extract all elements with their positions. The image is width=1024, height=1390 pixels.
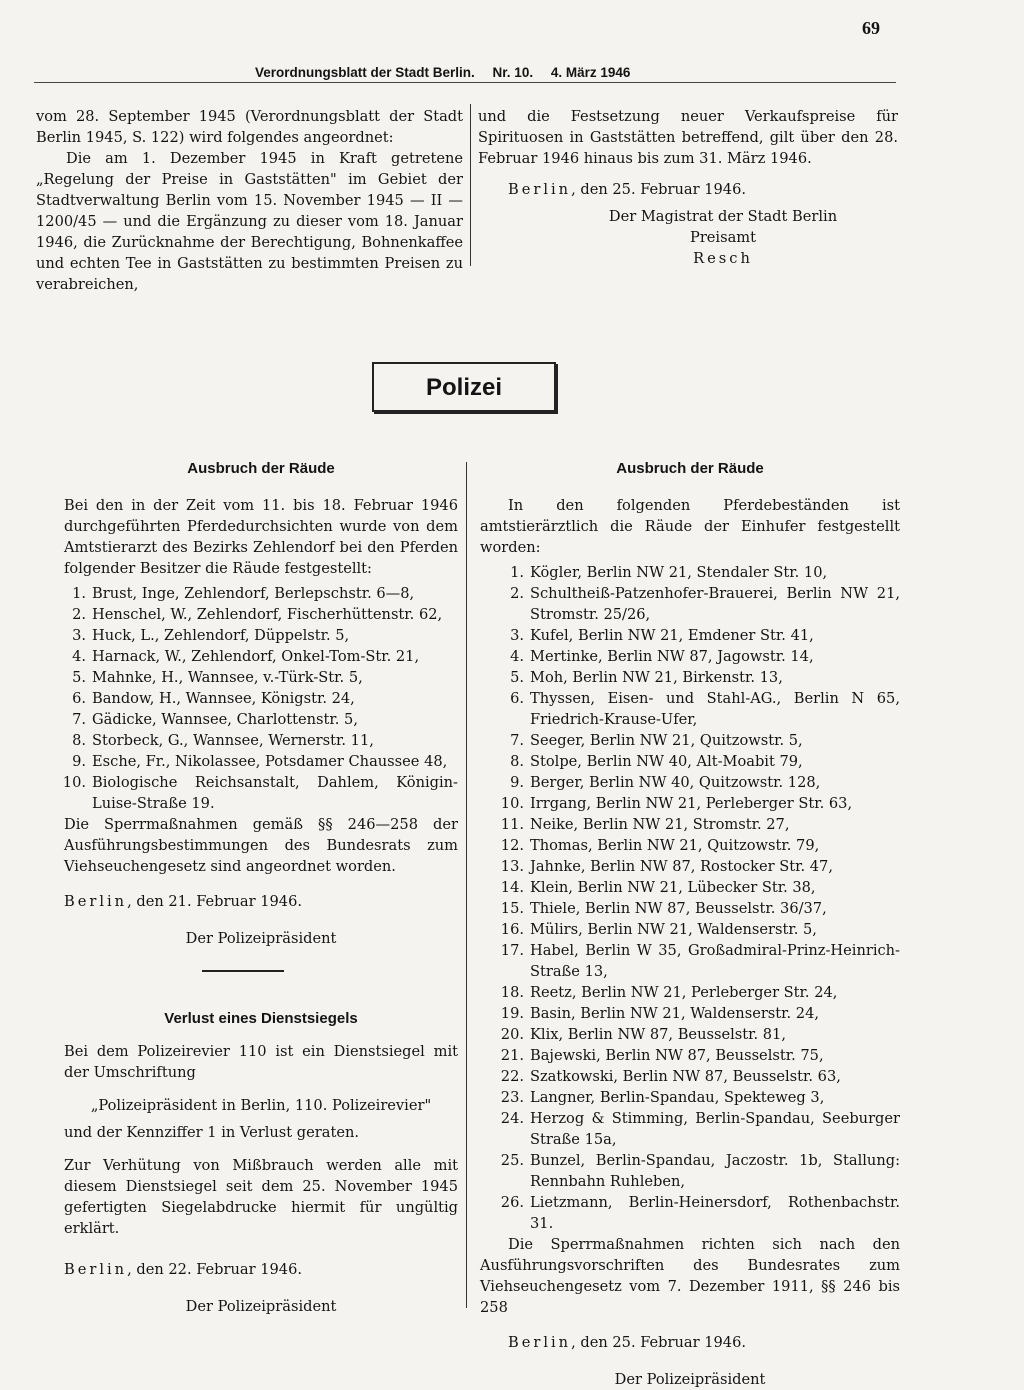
left-item-list <box>64 583 458 814</box>
list-item: 24. Herzog & Stimming, Berlin-Spandau, Seeburger Straße 15a, <box>500 1110 900 1148</box>
list-item: 9. Berger, Berlin NW 40, Quitzowstr. 128, <box>510 774 821 791</box>
article-separator <box>202 970 284 972</box>
seal-signer: Der Polizeipräsident <box>185 1298 337 1315</box>
list-item: 8. Storbeck, G., Wannsee, Wernerstr. 11, <box>72 732 374 749</box>
list-item: 8. Stolpe, Berlin NW 40, Alt-Moabit 79, <box>510 753 803 770</box>
issue-number: Nr. 10. <box>492 65 534 80</box>
list-item: 25. Bunzel, Berlin-Spandau, Jaczostr. 1b, Stallung: Rennbahn Ruhleben, <box>500 1152 900 1190</box>
right-intro: In den folgenden Pferdebeständen ist amtstierärztlich die Räude der Einhufer festgestellt worden: <box>480 497 900 556</box>
list-item: 15. Thiele, Berlin NW 87, Beusselstr. 36/37, <box>500 900 827 917</box>
list-item: 1. Brust, Inge, Zehlendorf, Berlepschstr. 6—8, <box>72 585 415 602</box>
list-item: 5. Mahnke, H., Wannsee, v.-Türk-Str. 5, <box>72 669 363 686</box>
list-item: 14. Klein, Berlin NW 21, Lübecker Str. 38, <box>500 879 816 896</box>
list-item: 2. Henschel, W., Zehlendorf, Fischerhüttenstr. 62, <box>72 606 443 623</box>
list-item: 3. Huck, L., Zehlendorf, Düppelstr. 5, <box>72 627 350 644</box>
top-left-para-2: Die am 1. Dezember 1945 in Kraft getretene „Regelung der Preise in Gaststätten" im Gebiet der Stadtverwaltung Berlin vom 15. November 1945 — II — 1200/45 — und die Ergänzung zu dieser vom 18. Januar 1946, die Zurücknahme der Berechtigung, Bohnenkaffee und echten Tee in Gaststätten zu bestimmten Preisen zu verabreichen, <box>36 150 463 293</box>
publication-name: Verordnungsblatt der Stadt Berlin. <box>255 65 475 80</box>
seal-para-3: Zur Verhütung von Mißbrauch werden alle mit diesem Dienstsiegel seit dem 25. November 1945 gefertigten Siegelabdrucke hiermit für ungültig erklärt. <box>64 1157 458 1237</box>
list-item: 3. Kufel, Berlin NW 21, Emdener Str. 41, <box>510 627 814 644</box>
seal-para-2: und der Kennziffer 1 in Verlust geraten. <box>64 1124 359 1141</box>
right-closing: Die Sperrmaßnahmen richten sich nach den Ausführungsvorschriften des Bundesrates zum Viehseuchengesetz vom 7. Dezember 1911, §§ 246 bis 258 <box>480 1236 900 1316</box>
right-article-title: Ausbruch der Räude <box>616 460 764 477</box>
seal-article-title: Verlust eines Dienstsiegels <box>164 1010 358 1027</box>
list-item: 6. Thyssen, Eisen- und Stahl-AG., Berlin N 65, Friedrich-Krause-Ufer, <box>510 690 900 728</box>
seal-article <box>64 1008 458 1317</box>
list-item: 17. Habel, Berlin W 35, Großadmiral-Prinz-Heinrich-Straße 13, <box>500 942 900 980</box>
list-item: 18. Reetz, Berlin NW 21, Perleberger Str. 24, <box>500 984 838 1001</box>
list-item: 12. Thomas, Berlin NW 21, Quitzowstr. 79, <box>500 837 820 854</box>
top-right-place-date: Berlin, den 25. Februar 1946. <box>508 181 746 198</box>
list-item: 7. Seeger, Berlin NW 21, Quitzowstr. 5, <box>510 732 803 749</box>
left-column <box>64 458 458 949</box>
list-item: 21. Bajewski, Berlin NW 87, Beusselstr. 75, <box>500 1047 824 1064</box>
left-place-date: Berlin, den 21. Februar 1946. <box>64 893 302 910</box>
list-item: 4. Harnack, W., Zehlendorf, Onkel-Tom-Str. 21, <box>72 648 420 665</box>
page-number: 69 <box>862 18 880 38</box>
list-item: 26. Lietzmann, Berlin-Heinersdorf, Rothenbachstr. 31. <box>500 1194 900 1232</box>
seal-quote: „Polizeipräsident in Berlin, 110. Polizeirevier" <box>90 1097 432 1114</box>
top-left-column <box>36 106 463 295</box>
header-rule <box>34 82 896 83</box>
list-item: 6. Bandow, H., Wannsee, Königstr. 24, <box>72 690 355 707</box>
left-intro: Bei den in der Zeit vom 11. bis 18. Februar 1946 durchgeführten Pferdedurchsichten wurde von dem Amtstierarzt des Bezirks Zehlendorf bei den Pferden folgender Besitzer die Räude festgestellt: <box>64 497 458 577</box>
list-item: 2. Schultheiß-Patzenhofer-Brauerei, Berlin NW 21, Stromstr. 25/26, <box>510 585 900 623</box>
section-title-box <box>372 362 556 412</box>
right-item-list <box>480 562 900 1234</box>
left-signer: Der Polizeipräsident <box>185 930 337 947</box>
list-item: 7. Gädicke, Wannsee, Charlottenstr. 5, <box>72 711 358 728</box>
issue-date: 4. März 1946 <box>550 65 631 80</box>
list-item: 9. Esche, Fr., Nikolassee, Potsdamer Chaussee 48, <box>72 753 448 770</box>
top-right-office: Preisamt <box>690 229 756 246</box>
top-column-divider <box>470 104 471 266</box>
list-item: 23. Langner, Berlin-Spandau, Spekteweg 3, <box>500 1089 825 1106</box>
top-right-authority: Der Magistrat der Stadt Berlin <box>608 208 838 225</box>
section-title: Polizei <box>425 373 503 401</box>
top-left-para-1: vom 28. September 1945 (Verordnungsblatt der Stadt Berlin 1945, S. 122) wird folgendes angeordnet: <box>36 108 463 146</box>
list-item: 11. Neike, Berlin NW 21, Stromstr. 27, <box>500 816 790 833</box>
list-item: 5. Moh, Berlin NW 21, Birkenstr. 13, <box>510 669 783 686</box>
top-right-column <box>478 106 898 269</box>
list-item: 16. Mülirs, Berlin NW 21, Waldenserstr. 5, <box>500 921 817 938</box>
left-closing: Die Sperrmaßnahmen gemäß §§ 246—258 der Ausführungsbestimmungen des Bundesrats zum Viehseuchengesetz sind angeordnet worden. <box>64 816 458 875</box>
right-place-date: Berlin, den 25. Februar 1946. <box>508 1334 746 1351</box>
list-item: 1. Kögler, Berlin NW 21, Stendaler Str. 10, <box>510 564 828 581</box>
list-item: 10. Biologische Reichsanstalt, Dahlem, Königin-Luise-Straße 19. <box>62 774 458 812</box>
list-item: 19. Basin, Berlin NW 21, Waldenserstr. 24, <box>500 1005 820 1022</box>
top-right-signer: Resch <box>693 250 753 267</box>
list-item: 13. Jahnke, Berlin NW 87, Rostocker Str. 47, <box>500 858 833 875</box>
list-item: 22. Szatkowski, Berlin NW 87, Beusselstr. 63, <box>500 1068 841 1085</box>
right-signer: Der Polizeipräsident <box>614 1371 766 1388</box>
list-item: 4. Mertinke, Berlin NW 87, Jagowstr. 14, <box>510 648 814 665</box>
main-column-divider <box>466 462 467 1308</box>
list-item: 10. Irrgang, Berlin NW 21, Perleberger Str. 63, <box>500 795 853 812</box>
running-header <box>255 62 715 83</box>
list-item: 20. Klix, Berlin NW 87, Beusselstr. 81, <box>500 1026 786 1043</box>
seal-para-1: Bei dem Polizeirevier 110 ist ein Dienstsiegel mit der Umschriftung <box>64 1043 458 1081</box>
top-right-para-1: und die Festsetzung neuer Verkaufspreise für Spirituosen in Gaststätten betreffend, gilt über den 28. Februar 1946 hinaus bis zum 31. März 1946. <box>478 108 898 167</box>
left-article-title: Ausbruch der Räude <box>187 460 335 477</box>
right-column <box>480 458 900 1390</box>
seal-place-date: Berlin, den 22. Februar 1946. <box>64 1261 302 1278</box>
